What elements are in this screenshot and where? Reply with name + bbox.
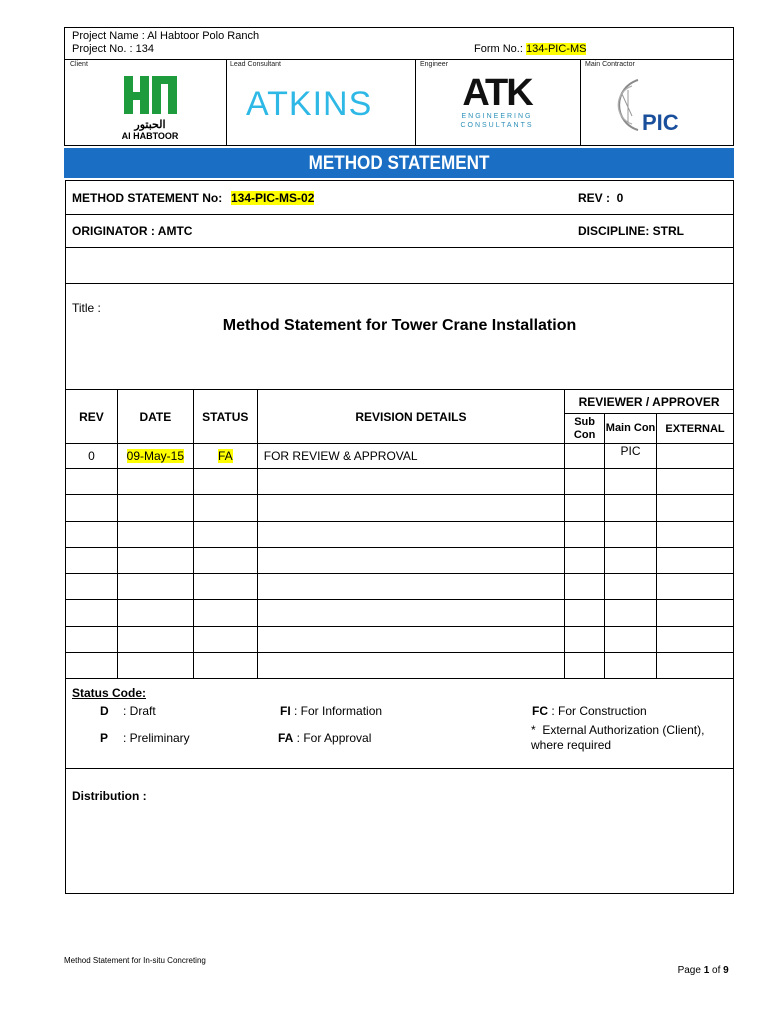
code-p: P	[100, 731, 109, 745]
atkins-logo: ATKINS	[246, 85, 373, 123]
table-cell-empty	[193, 469, 257, 495]
table-cell-empty	[565, 469, 605, 495]
code-fa-code: FA	[278, 731, 294, 745]
table-row-empty	[66, 600, 734, 626]
pic-logo	[608, 76, 708, 138]
table-cell-empty	[657, 547, 734, 573]
row-external	[657, 444, 734, 469]
table-cell-empty	[66, 495, 118, 521]
project-name: Project Name : Al Habtoor Polo Ranch	[72, 30, 260, 42]
atk-logo	[452, 74, 542, 138]
table-row	[66, 444, 734, 469]
table-cell-empty	[117, 547, 193, 573]
table-cell-empty	[257, 600, 564, 626]
table-cell-empty	[657, 626, 734, 652]
external-authorization-note: * External Authorization (Client), where required	[531, 723, 708, 752]
table-cell-empty	[66, 469, 118, 495]
table-cell-empty	[257, 574, 564, 600]
table-cell-empty	[605, 521, 657, 547]
code-d: D	[100, 704, 109, 718]
table-cell-empty	[565, 547, 605, 573]
banner-title: METHOD STATEMENT	[308, 153, 490, 174]
table-row-empty	[66, 626, 734, 652]
table-cell-empty	[193, 600, 257, 626]
atk-logo-sub1: ENGINEERING	[461, 113, 533, 120]
pic-logo-text: PIC	[642, 110, 679, 135]
distribution-box	[65, 768, 734, 894]
client-logo-text: Al HABTOOR	[121, 131, 179, 141]
table-cell-empty	[565, 521, 605, 547]
lead-consultant-label: Lead Consultant	[230, 61, 281, 68]
table-cell-empty	[257, 521, 564, 547]
table-cell-empty	[117, 574, 193, 600]
table-cell-empty	[193, 547, 257, 573]
distribution-label: Distribution :	[72, 789, 147, 803]
originator: ORIGINATOR : AMTC	[72, 224, 193, 238]
table-cell-empty	[193, 574, 257, 600]
page-total: 9	[723, 965, 729, 976]
header-sub-con: Sub Con	[565, 414, 605, 444]
table-cell-empty	[605, 653, 657, 679]
title-label: Title :	[72, 301, 101, 315]
table-cell-empty	[257, 653, 564, 679]
table-cell-empty	[117, 469, 193, 495]
al-habtoor-mark-icon	[110, 72, 190, 118]
header-date: DATE	[117, 390, 193, 444]
table-row-empty	[66, 521, 734, 547]
code-p-text: : Preliminary	[123, 731, 190, 745]
table-cell-empty	[257, 495, 564, 521]
code-fc-code: FC	[532, 704, 548, 718]
table-cell-empty	[565, 574, 605, 600]
table-cell-empty	[565, 626, 605, 652]
project-no: Project No. : 134	[72, 43, 154, 55]
table-cell-empty	[66, 547, 118, 573]
table-row-empty	[66, 495, 734, 521]
status-code-heading: Status Code:	[72, 686, 147, 700]
client-label: Client	[70, 61, 88, 68]
header-revision-details: REVISION DETAILS	[257, 390, 564, 444]
table-cell-empty	[66, 626, 118, 652]
table-cell-empty	[117, 653, 193, 679]
table-cell-empty	[66, 600, 118, 626]
code-d-text: : Draft	[123, 704, 156, 718]
table-cell-empty	[117, 521, 193, 547]
table-cell-empty	[257, 469, 564, 495]
row-sub-con	[565, 444, 605, 469]
footer-page-number	[672, 954, 729, 976]
header-rev: REV	[66, 390, 118, 444]
page-of: of	[709, 965, 724, 976]
table-cell-empty	[657, 521, 734, 547]
row-main-con: PIC	[605, 444, 657, 469]
table-cell-empty	[605, 600, 657, 626]
main-contractor-label: Main Contractor	[585, 61, 635, 68]
code-fi	[280, 704, 382, 718]
client-logo-arabic: الحبتور	[134, 119, 166, 131]
table-cell-empty	[605, 495, 657, 521]
table-cell-empty	[66, 653, 118, 679]
row-status: FA	[217, 449, 233, 463]
table-cell-empty	[66, 521, 118, 547]
table-cell-empty	[657, 574, 734, 600]
table-row-empty	[66, 547, 734, 573]
table-cell-empty	[565, 495, 605, 521]
table-cell-empty	[193, 626, 257, 652]
ms-no-label: METHOD STATEMENT No:	[72, 191, 223, 205]
table-cell-empty	[193, 521, 257, 547]
engineer-label: Engineer	[420, 61, 449, 68]
table-cell-empty	[657, 469, 734, 495]
table-cell-empty	[657, 600, 734, 626]
table-cell-empty	[565, 600, 605, 626]
code-fi-text: : For Information	[290, 704, 383, 718]
revision-table	[65, 389, 734, 679]
form-no	[474, 43, 586, 55]
footer-document-name: Method Statement for In-situ Concreting	[64, 956, 206, 965]
atk-logo-sub2: CONSULTANTS	[460, 122, 534, 129]
table-cell-empty	[605, 626, 657, 652]
code-fi-code: FI	[280, 704, 291, 718]
table-cell-empty	[117, 600, 193, 626]
table-cell-empty	[657, 653, 734, 679]
page-num: 1	[703, 965, 710, 976]
table-row-empty	[66, 574, 734, 600]
code-fa-text: : For Approval	[293, 731, 372, 745]
table-cell-empty	[257, 547, 564, 573]
form-no-value: 134-PIC-MS	[525, 43, 587, 55]
table-cell-empty	[657, 495, 734, 521]
code-fc	[532, 704, 647, 718]
row-status-cell	[193, 444, 257, 469]
row-rev: 0	[66, 444, 118, 469]
table-cell-empty	[193, 495, 257, 521]
row-date-cell	[117, 444, 193, 469]
table-cell-empty	[66, 574, 118, 600]
code-fa	[278, 731, 371, 745]
header-main-con: Main Con	[605, 414, 657, 444]
table-row-empty	[66, 653, 734, 679]
row-details: FOR REVIEW & APPROVAL	[257, 444, 564, 469]
table-cell-empty	[605, 469, 657, 495]
form-no-label: Form No.:	[474, 43, 526, 55]
table-row-empty	[66, 469, 734, 495]
ms-info-box	[65, 180, 734, 390]
code-fc-text: : For Construction	[548, 704, 647, 718]
rev-label: REV : 0	[578, 191, 624, 205]
empty-rows	[66, 469, 734, 679]
table-cell-empty	[605, 547, 657, 573]
table-cell-empty	[117, 626, 193, 652]
table-cell-empty	[257, 626, 564, 652]
ms-title: Method Statement for Tower Crane Installation	[222, 317, 577, 334]
header-status: STATUS	[193, 390, 257, 444]
table-cell-empty	[193, 653, 257, 679]
row-date: 09-May-15	[126, 449, 185, 463]
table-cell-empty	[565, 653, 605, 679]
table-cell-empty	[605, 574, 657, 600]
discipline: DISCIPLINE: STRL	[578, 224, 685, 238]
ms-no-value: 134-PIC-MS-02	[231, 191, 315, 205]
page-prefix: Page	[677, 965, 704, 976]
header-external: EXTERNAL	[657, 414, 734, 444]
table-cell-empty	[117, 495, 193, 521]
atk-logo-text: ATK	[462, 72, 532, 114]
header-reviewer-approver: REVIEWER / APPROVER	[565, 390, 734, 414]
al-habtoor-logo	[110, 72, 190, 142]
